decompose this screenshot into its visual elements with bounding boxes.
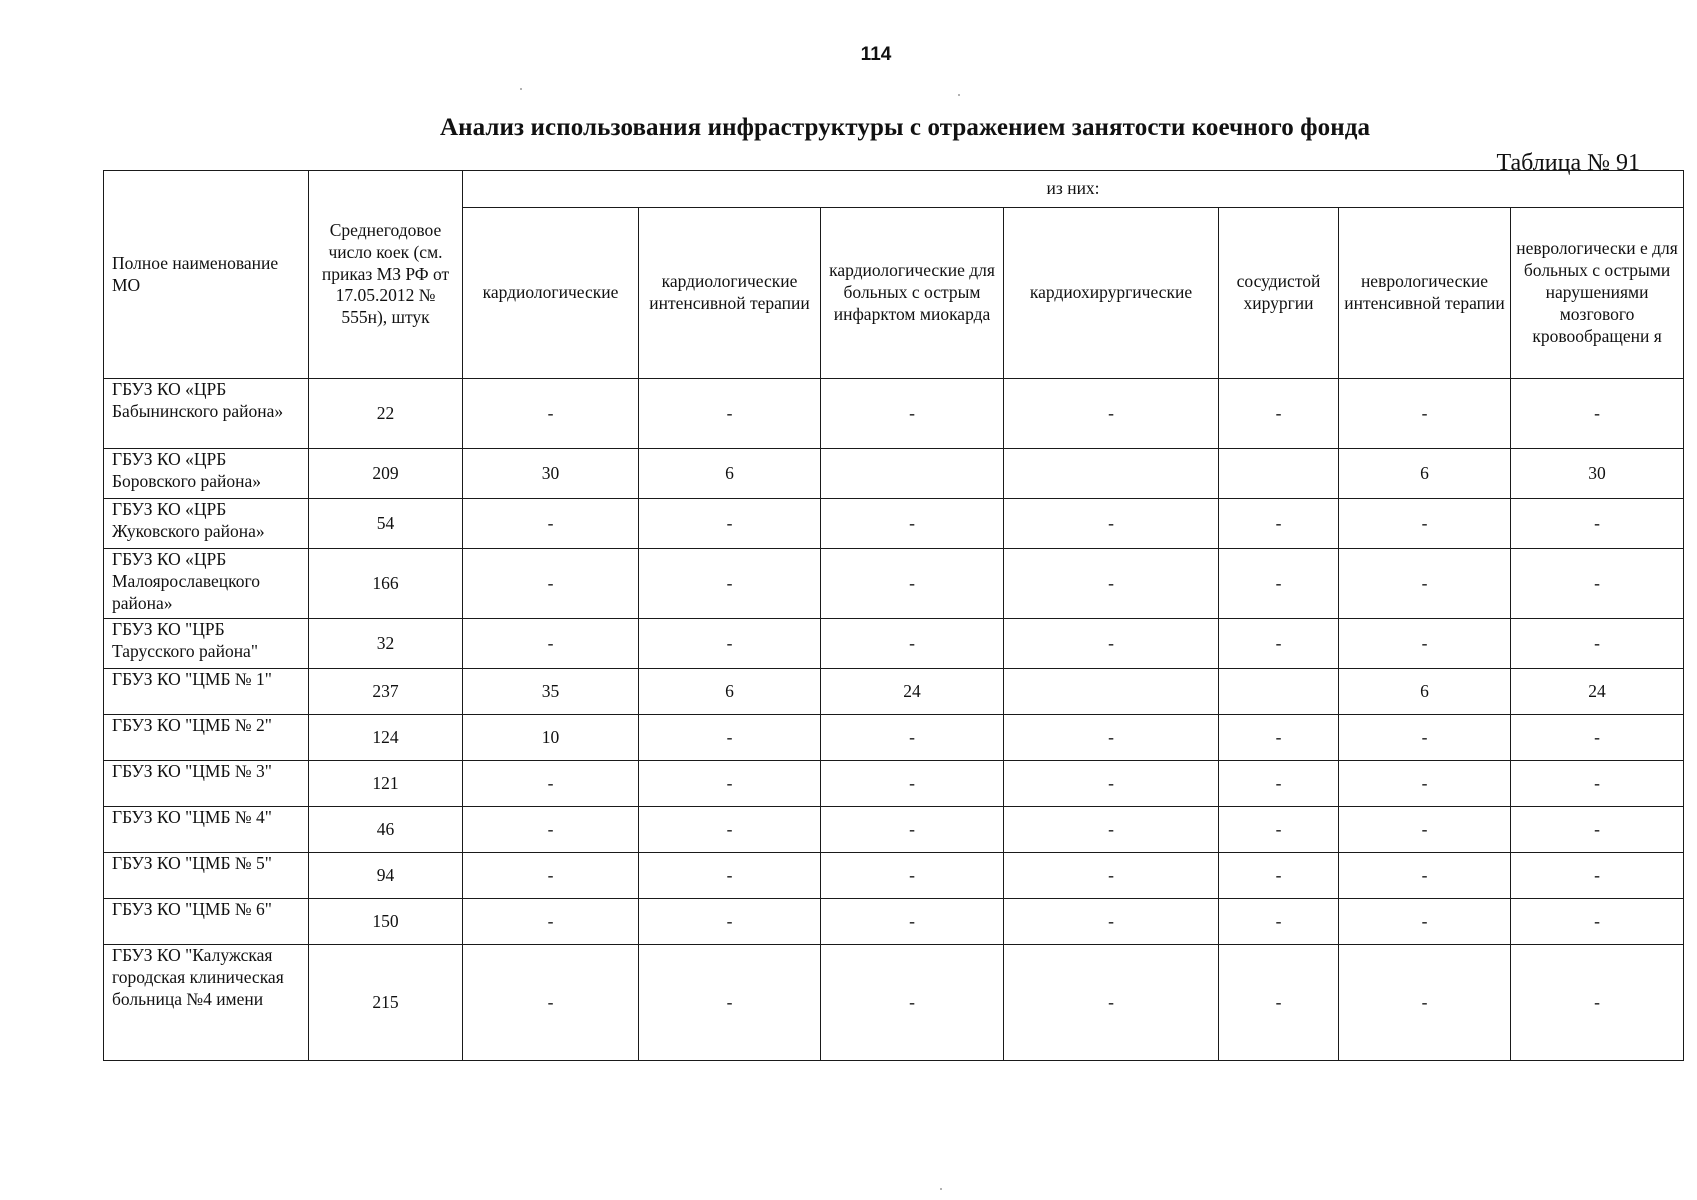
- bed-count-cell: -: [1219, 715, 1339, 761]
- bed-count-cell: -: [463, 853, 639, 899]
- table-row: [104, 715, 1684, 761]
- table-row: [104, 669, 1684, 715]
- bed-count-cell: -: [1339, 807, 1511, 853]
- header-vascular-surgery: сосудистой хирургии: [1219, 208, 1339, 379]
- bed-count-cell: -: [639, 379, 821, 449]
- bed-count-cell: -: [1511, 761, 1684, 807]
- avg-beds-cell: 215: [309, 945, 463, 1061]
- organization-name-cell: ГБУЗ КО "ЦМБ № 5": [104, 853, 309, 899]
- bed-count-cell: -: [1219, 379, 1339, 449]
- bed-count-cell: -: [1339, 549, 1511, 619]
- bed-count-cell: -: [1004, 761, 1219, 807]
- table-row: [104, 449, 1684, 499]
- organization-name-cell: ГБУЗ КО "ЦМБ № 3": [104, 761, 309, 807]
- bed-count-cell: -: [639, 619, 821, 669]
- bed-count-cell: -: [1219, 761, 1339, 807]
- bed-count-cell: [1219, 669, 1339, 715]
- scan-dot: [958, 94, 960, 96]
- bed-count-cell: -: [463, 761, 639, 807]
- header-avg-beds: Среднегодовое число коек (см. приказ МЗ РФ от 17.05.2012 № 555н), штук: [309, 171, 463, 379]
- bed-count-cell: -: [1219, 853, 1339, 899]
- bed-count-cell: -: [1339, 853, 1511, 899]
- bed-count-cell: -: [639, 715, 821, 761]
- organization-name-cell: ГБУЗ КО "ЦМБ № 4": [104, 807, 309, 853]
- bed-count-cell: -: [1219, 549, 1339, 619]
- document-title: Анализ использования инфраструктуры с отражением занятости коечного фонда: [439, 114, 1371, 141]
- bed-count-cell: -: [1004, 715, 1219, 761]
- header-neurology-icu: неврологические интенсивной терапии: [1339, 208, 1511, 379]
- bed-count-cell: -: [463, 807, 639, 853]
- bed-count-cell: -: [1339, 761, 1511, 807]
- avg-beds-cell: 209: [309, 449, 463, 499]
- header-cardiosurgery: кардиохирургические: [1004, 208, 1219, 379]
- bed-count-cell: -: [463, 549, 639, 619]
- bed-count-cell: [821, 449, 1004, 499]
- bed-count-cell: -: [639, 499, 821, 549]
- bed-count-cell: -: [821, 499, 1004, 549]
- bed-count-cell: 6: [639, 449, 821, 499]
- bed-count-cell: -: [1004, 807, 1219, 853]
- bed-count-cell: -: [1511, 619, 1684, 669]
- bed-count-cell: -: [639, 853, 821, 899]
- bed-count-cell: -: [463, 379, 639, 449]
- avg-beds-cell: 150: [309, 899, 463, 945]
- bed-count-cell: 10: [463, 715, 639, 761]
- page-number: 114: [860, 44, 892, 65]
- organization-name-cell: ГБУЗ КО «ЦРБ Боровского района»: [104, 449, 309, 499]
- table-row: [104, 945, 1684, 1061]
- avg-beds-cell: 124: [309, 715, 463, 761]
- bed-count-cell: 24: [1511, 669, 1684, 715]
- table-row: [104, 899, 1684, 945]
- avg-beds-cell: 94: [309, 853, 463, 899]
- table-row: [104, 619, 1684, 669]
- bed-fund-table: [103, 170, 1684, 1061]
- bed-count-cell: -: [821, 379, 1004, 449]
- bed-count-cell: [1219, 449, 1339, 499]
- bed-count-cell: -: [1511, 715, 1684, 761]
- bed-count-cell: -: [1339, 715, 1511, 761]
- organization-name-cell: ГБУЗ КО "ЦРБ Тарусского района": [104, 619, 309, 669]
- bed-count-cell: -: [1219, 499, 1339, 549]
- bed-count-cell: -: [1339, 945, 1511, 1061]
- organization-name-cell: ГБУЗ КО "ЦМБ № 2": [104, 715, 309, 761]
- bed-count-cell: 6: [639, 669, 821, 715]
- avg-beds-cell: 121: [309, 761, 463, 807]
- bed-count-cell: -: [639, 807, 821, 853]
- bed-count-cell: -: [463, 619, 639, 669]
- scan-dot: [940, 1188, 942, 1190]
- bed-count-cell: -: [1004, 499, 1219, 549]
- bed-count-cell: -: [1219, 899, 1339, 945]
- avg-beds-cell: 22: [309, 379, 463, 449]
- bed-count-cell: -: [1511, 853, 1684, 899]
- bed-count-cell: -: [1511, 899, 1684, 945]
- organization-name-cell: ГБУЗ КО «ЦРБ Жуковского района»: [104, 499, 309, 549]
- scan-dot: [520, 88, 522, 90]
- bed-count-cell: -: [1219, 619, 1339, 669]
- bed-count-cell: -: [821, 549, 1004, 619]
- header-cardiology-mi: кардиологические для больных с острым инфарктом миокарда: [821, 208, 1004, 379]
- bed-count-cell: -: [1339, 499, 1511, 549]
- bed-count-cell: 6: [1339, 449, 1511, 499]
- bed-count-cell: -: [463, 899, 639, 945]
- bed-count-cell: 35: [463, 669, 639, 715]
- bed-count-cell: -: [821, 761, 1004, 807]
- organization-name-cell: ГБУЗ КО «ЦРБ Малоярославецкого района»: [104, 549, 309, 619]
- organization-name-cell: ГБУЗ КО "ЦМБ № 6": [104, 899, 309, 945]
- bed-count-cell: -: [1004, 853, 1219, 899]
- bed-count-cell: -: [1004, 379, 1219, 449]
- table-row: [104, 761, 1684, 807]
- bed-count-cell: -: [821, 853, 1004, 899]
- bed-count-cell: 30: [1511, 449, 1684, 499]
- header-full-name: Полное наименование МО: [104, 171, 309, 379]
- bed-count-cell: -: [821, 715, 1004, 761]
- bed-count-cell: -: [1339, 899, 1511, 945]
- table-caption: Таблица № 91: [1496, 150, 1640, 176]
- table-row: [104, 499, 1684, 549]
- bed-count-cell: -: [1004, 899, 1219, 945]
- bed-count-cell: -: [1511, 549, 1684, 619]
- bed-count-cell: [1004, 669, 1219, 715]
- bed-count-cell: -: [1339, 619, 1511, 669]
- bed-count-cell: -: [463, 499, 639, 549]
- bed-count-cell: -: [1511, 499, 1684, 549]
- bed-count-cell: 6: [1339, 669, 1511, 715]
- avg-beds-cell: 32: [309, 619, 463, 669]
- bed-count-cell: -: [1219, 807, 1339, 853]
- table-row: [104, 549, 1684, 619]
- avg-beds-cell: 46: [309, 807, 463, 853]
- organization-name-cell: ГБУЗ КО "ЦМБ № 1": [104, 669, 309, 715]
- header-group-of-them: из них:: [463, 171, 1684, 208]
- table-row: [104, 807, 1684, 853]
- bed-count-cell: -: [1511, 379, 1684, 449]
- avg-beds-cell: 166: [309, 549, 463, 619]
- bed-count-cell: -: [821, 807, 1004, 853]
- header-cardiology: кардиологические: [463, 208, 639, 379]
- table-body: [104, 379, 1684, 1061]
- table-row: [104, 379, 1684, 449]
- bed-count-cell: -: [1219, 945, 1339, 1061]
- bed-count-cell: -: [639, 899, 821, 945]
- bed-count-cell: -: [821, 899, 1004, 945]
- bed-count-cell: -: [1004, 619, 1219, 669]
- avg-beds-cell: 54: [309, 499, 463, 549]
- bed-count-cell: -: [639, 761, 821, 807]
- table-row: [104, 853, 1684, 899]
- organization-name-cell: ГБУЗ КО "Калужская городская клиническая больница №4 имени: [104, 945, 309, 1061]
- bed-count-cell: -: [1339, 379, 1511, 449]
- bed-count-cell: -: [821, 945, 1004, 1061]
- bed-count-cell: -: [1511, 945, 1684, 1061]
- avg-beds-cell: 237: [309, 669, 463, 715]
- header-cardiology-icu: кардиологические интенсивной терапии: [639, 208, 821, 379]
- bed-count-cell: -: [463, 945, 639, 1061]
- bed-count-cell: -: [1004, 549, 1219, 619]
- bed-count-cell: -: [1511, 807, 1684, 853]
- bed-count-cell: -: [639, 945, 821, 1061]
- bed-count-cell: -: [639, 549, 821, 619]
- bed-count-cell: 24: [821, 669, 1004, 715]
- bed-count-cell: 30: [463, 449, 639, 499]
- header-neurology-stroke: неврологически е для больных с острыми нарушениями мозгового кровообращени я: [1511, 208, 1684, 379]
- bed-count-cell: [1004, 449, 1219, 499]
- bed-count-cell: -: [1004, 945, 1219, 1061]
- bed-count-cell: -: [821, 619, 1004, 669]
- organization-name-cell: ГБУЗ КО «ЦРБ Бабынинского района»: [104, 379, 309, 449]
